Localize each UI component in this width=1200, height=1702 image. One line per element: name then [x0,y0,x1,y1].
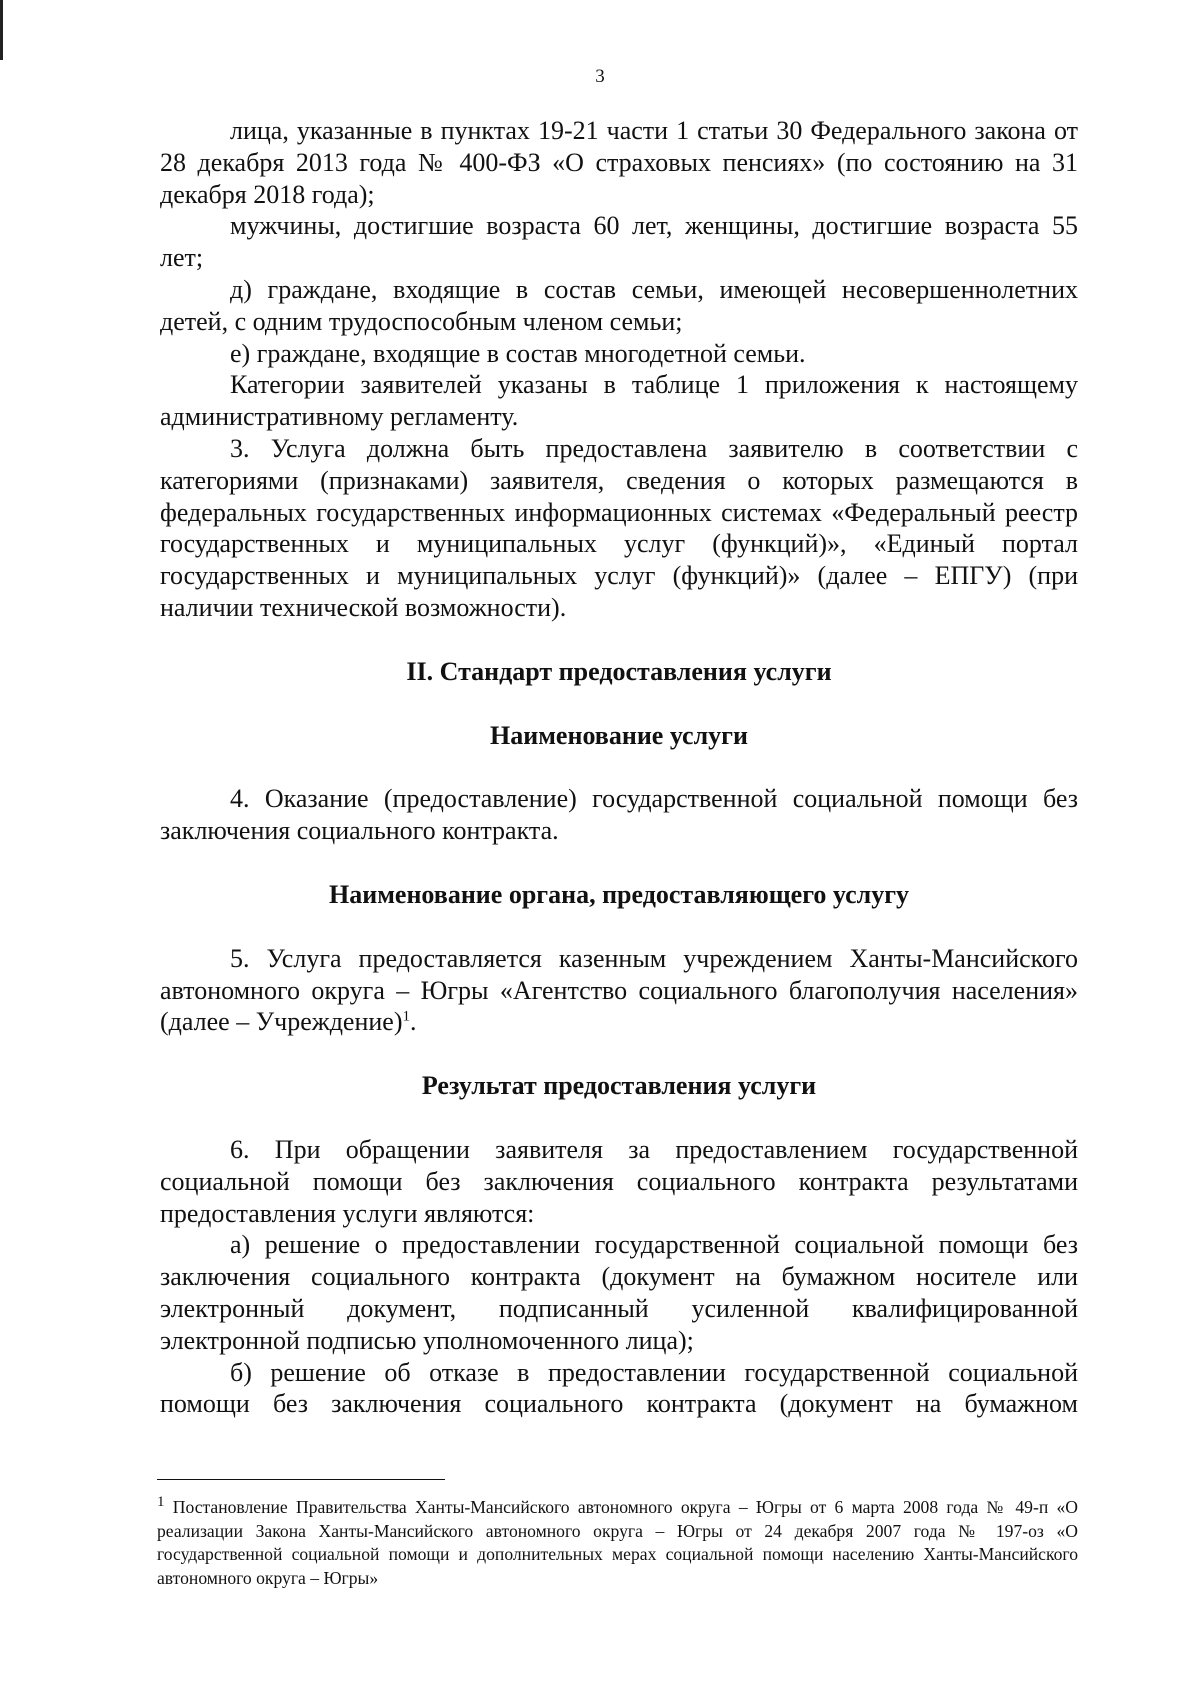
footnote-mark: 1 [157,1494,165,1511]
paragraph-5-end: . [410,1007,417,1037]
paragraph-6-results: 6. При обращении заявителя за предоставлением государственной социальной помощи без заключения социального контракта результатами предоставления услуги являются: [160,1134,1078,1228]
paragraph-5-text: 5. Услуга предоставляется казенным учреждением Ханты-Мансийского автономного округа – Югры «Агентство социального благополучия населения» (далее – Учреждение) [160,943,1078,1037]
paragraph-b-decision-refusal: б) решение об отказе в предоставлении государственной социальной помощи без заключения социального контракта (документ на бумажном [160,1357,1078,1419]
footnote [157,1496,1078,1590]
paragraph-applicant-categories: Категории заявителей указаны в таблице 1 приложения к настоящему административному регламенту. [160,370,1078,432]
section-title: II. Стандарт предоставления услуги [406,656,832,686]
heading-providing-organ: Наименование органа, предоставляющего услугу [329,879,909,909]
paragraph-4-service-name: 4. Оказание (предоставление) государственной социальной помощи без заключения социального контракта. [160,784,1078,846]
heading-service-result: Результат предоставления услуги [421,1071,817,1101]
paragraph-e-large-family: е) граждане, входящие в состав многодетной семьи. [230,338,806,368]
footnote-reference[interactable]: 1 [402,1008,410,1025]
page-number: 3 [595,66,605,87]
scan-edge-mark [0,0,3,60]
paragraph-3-service-provision: 3. Услуга должна быть предоставлена заявителю в соответствии с категориями (признаками) заявителя, сведения о которых размещаются в федеральных государственных информационных системах «Федеральный реестр государственных и муниципальных услуг (функций)», «Единый портал государственных и муниципальных услуг (функций)» (далее – ЕПГУ) (при наличии технической возможности). [160,433,1078,622]
paragraph-persons-19-21: лица, указанные в пунктах 19-21 части 1 статьи 30 Федерального закона от 28 декабря 2013 года № 400-ФЗ «О страховых пенсиях» (по состоянию на 31 декабря 2018 года); [160,116,1078,209]
paragraph-d-family-minors: д) граждане, входящие в состав семьи, имеющей несовершеннолетних детей, с одним трудоспособным членом семьи; [160,274,1078,336]
paragraph-men-women-age: мужчины, достигшие возраста 60 лет, женщины, достигшие возраста 55 лет; [160,211,1078,273]
paragraph-a-decision-grant: а) решение о предоставлении государственной социальной помощи без заключения социального контракта (документ на бумажном носителе или электронный документ, подписанный усиленной квалифицированной электронной подписью уполномоченного лица); [160,1230,1078,1355]
footnote-text: Постановление Правительства Ханты-Мансийского автономного округа – Югры от 6 марта 2008 года № 49-п «О реализации Закона Ханты-Мансийского автономного округа – Югры от 24 декабря 2007 года № 197-оз «О государственной социальной помощи и дополнительных мерах социальной помощи населению Ханты-Мансийского автономного округа – Югры» [157,1497,1078,1588]
footnote-divider [157,1479,445,1480]
paragraph-5-provider [160,943,1078,1038]
heading-service-name: Наименование услуги [490,720,748,750]
page-body [160,115,1078,1420]
